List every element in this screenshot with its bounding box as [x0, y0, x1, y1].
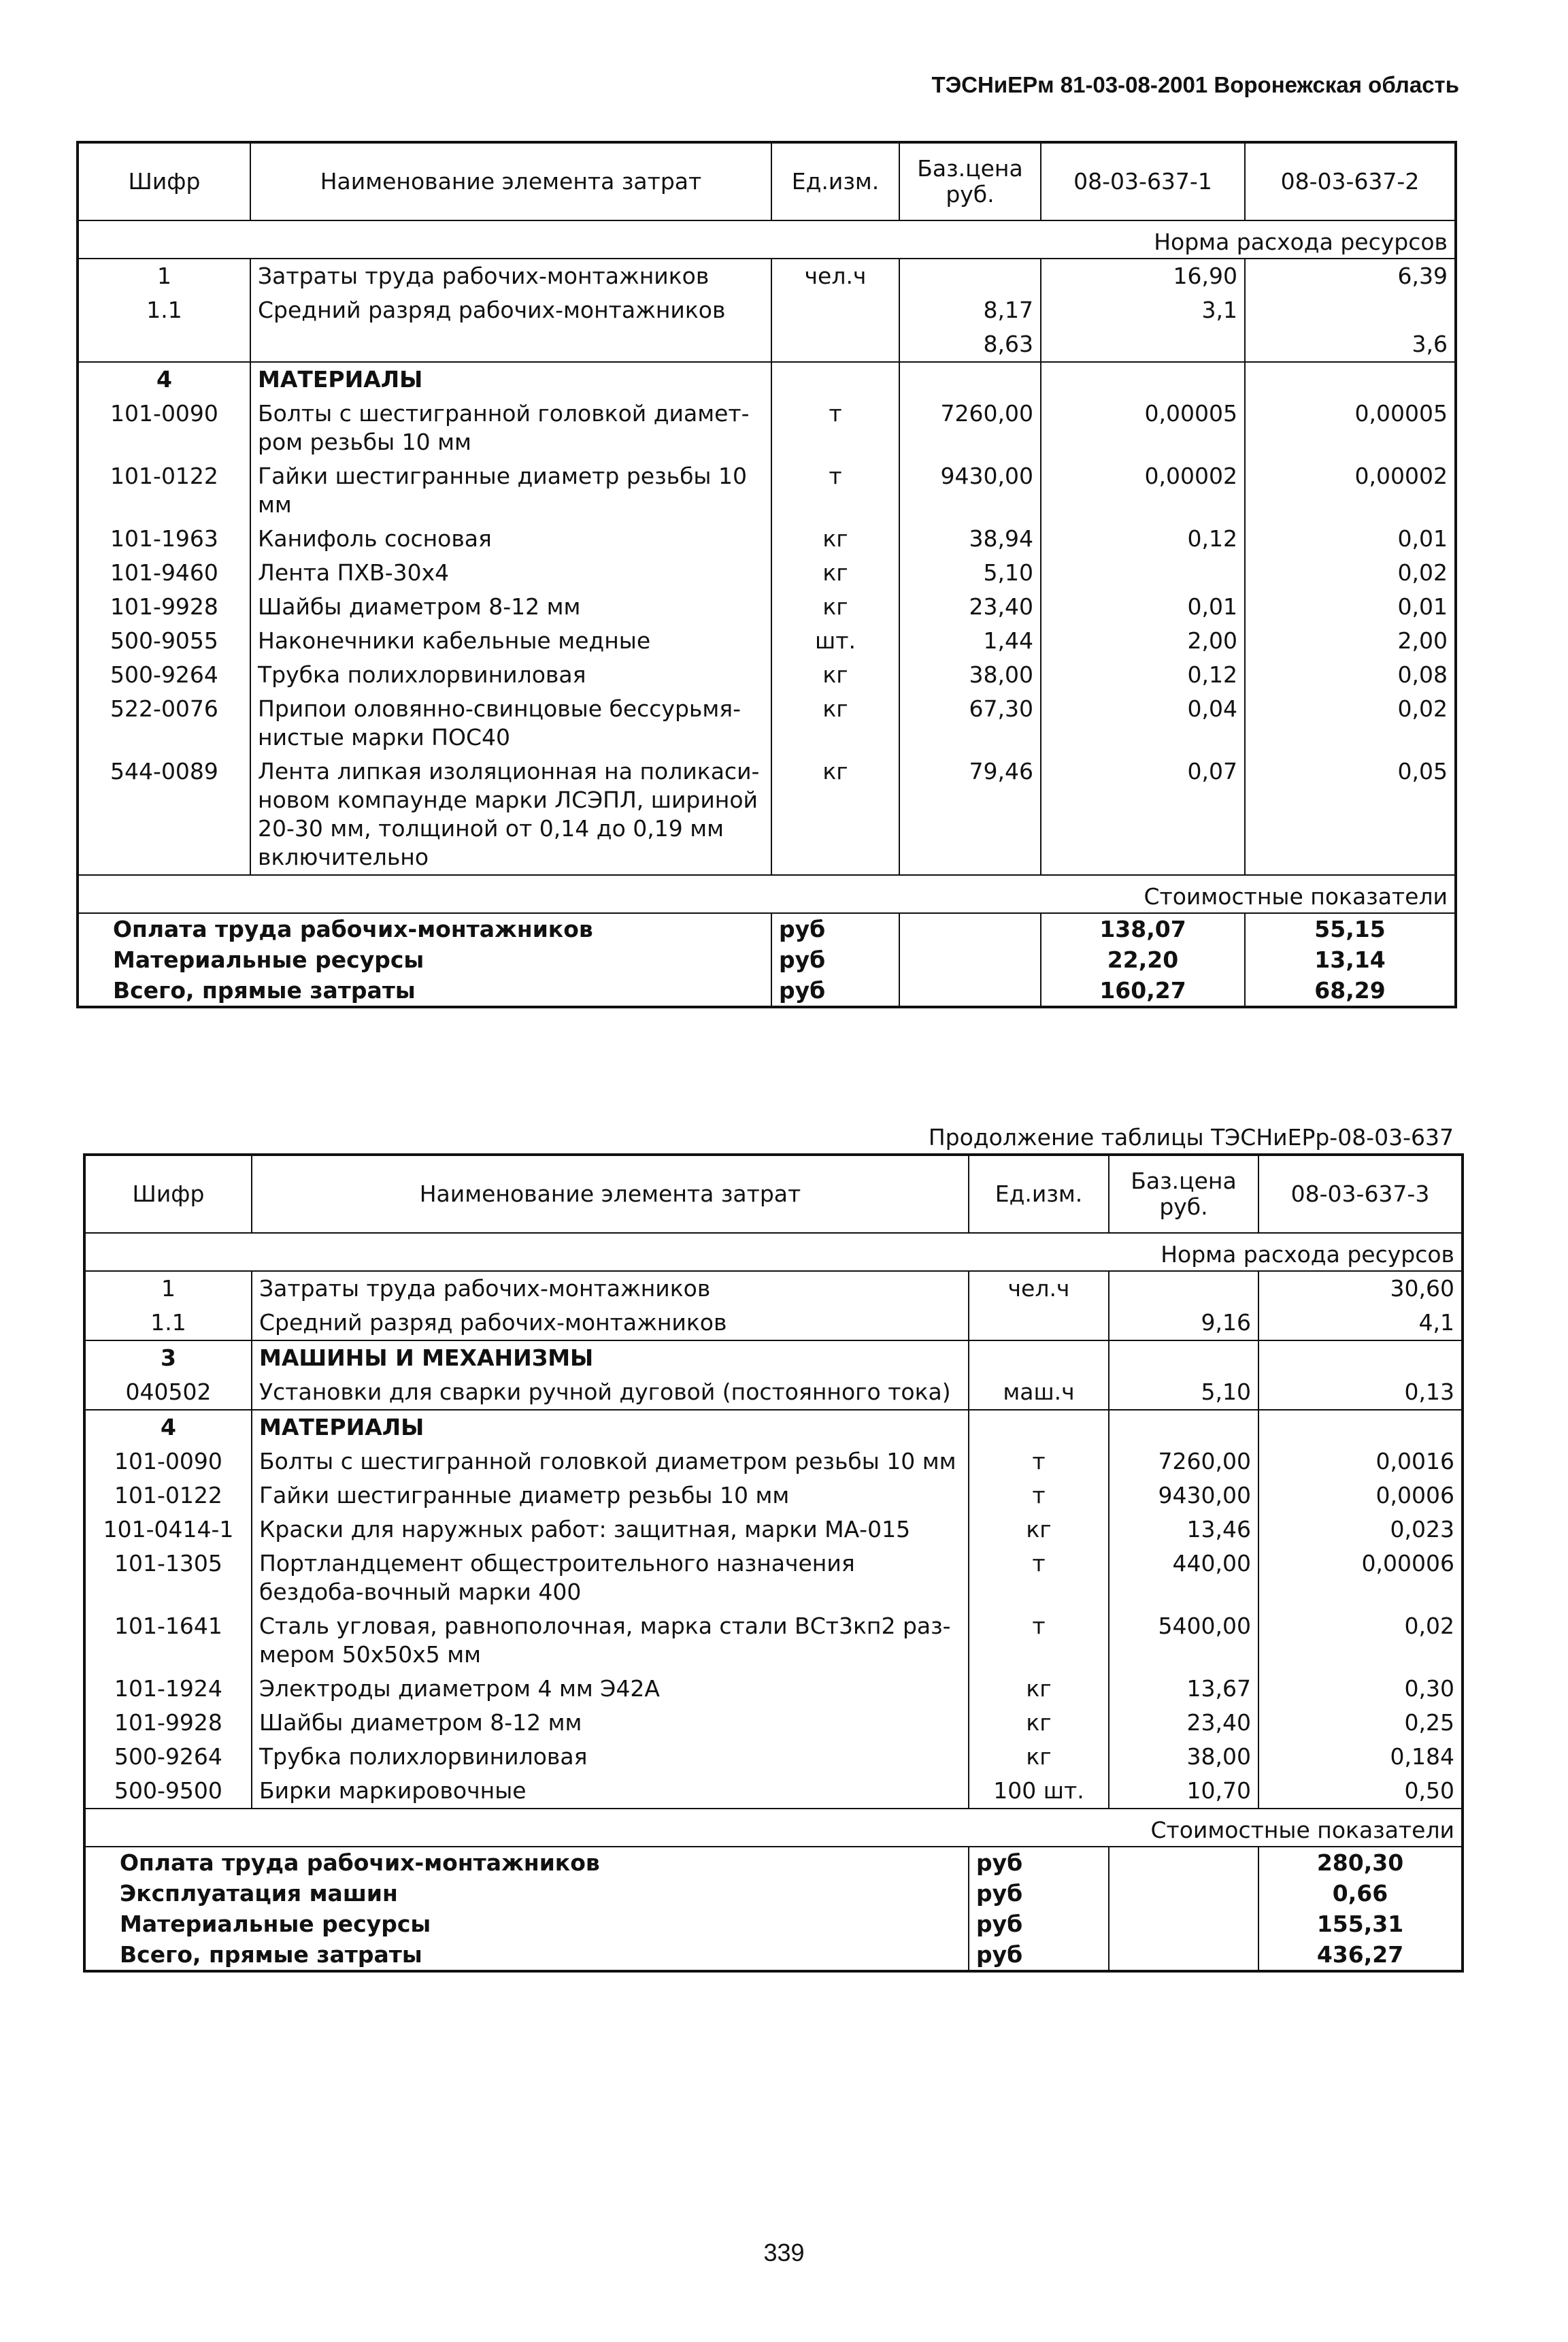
cell-code: 544-0089: [110, 758, 218, 785]
cell-empty: [899, 944, 1041, 975]
cell-code: 101-0122: [110, 463, 218, 489]
cell-code: 101-1924: [114, 1675, 222, 1702]
cell-empty: [969, 1410, 1109, 1445]
cell-v1: 2,00: [1041, 624, 1245, 658]
cell-unit: т: [969, 1547, 1109, 1609]
cell-v1: 0,00005: [1041, 397, 1245, 459]
cost-section-label: Стоимостные показатели: [1150, 1817, 1454, 1843]
cell-v1: 0,50: [1258, 1774, 1463, 1809]
cell-code: 101-0090: [110, 400, 218, 427]
table-continuation-caption: Продолжение таблицы ТЭСНиЕРр-08-03-637: [928, 1124, 1454, 1151]
resource-table-1: [76, 141, 1457, 1008]
resource-table-2: [83, 1153, 1464, 1973]
cell-v1: 0,25: [1258, 1706, 1463, 1740]
cell-v2: 6,39: [1245, 259, 1456, 293]
cell-unit: чел.ч: [771, 259, 899, 293]
column-header: Шифр: [132, 1181, 205, 1208]
cell-code: 040502: [125, 1379, 212, 1405]
cell-price: 79,46: [899, 755, 1041, 875]
total-value: 155,31: [1258, 1909, 1463, 1939]
cell-v1: 0,12: [1041, 522, 1245, 556]
cell-name: Трубка полихлорвиниловая: [252, 1740, 969, 1774]
table-row: [84, 1375, 1463, 1410]
column-header: Наименование элемента затрат: [252, 1155, 969, 1233]
cost-section-row: [78, 875, 1456, 913]
cell-empty: [899, 362, 1041, 397]
cell-empty: [899, 975, 1041, 1007]
cell-unit: [969, 1306, 1109, 1340]
cell-unit: [771, 327, 899, 362]
table-row: [84, 1306, 1463, 1340]
total-value: 436,27: [1258, 1939, 1463, 1971]
cell-code: 1.1: [150, 1309, 186, 1336]
cell-v1: 0,07: [1041, 755, 1245, 875]
total-unit: руб: [771, 944, 899, 975]
cell-unit: кг: [969, 1706, 1109, 1740]
column-header: Наименование элемента затрат: [250, 142, 771, 220]
cell-v1: 0,0016: [1258, 1445, 1463, 1479]
table-row: [84, 1672, 1463, 1706]
total-row: [84, 1878, 1463, 1909]
table-row: [78, 293, 1456, 327]
cell-price: 38,00: [1109, 1740, 1258, 1774]
cell-name: Болты с шестигранной головкой диамет-ром резьбы 10 мм: [250, 397, 771, 459]
cell-name: Гайки шестигранные диаметр резьбы 10 мм: [250, 459, 771, 522]
cell-name: Средний разряд рабочих-монтажников: [250, 293, 771, 327]
cell-price: 9430,00: [899, 459, 1041, 522]
cell-name: Шайбы диаметром 8-12 мм: [250, 590, 771, 624]
total-row: [84, 1909, 1463, 1939]
cell-code: 101-9928: [114, 1709, 222, 1736]
cell-empty: [1109, 1909, 1258, 1939]
cost-section-row: [84, 1809, 1463, 1847]
cell-price: 8,17: [899, 293, 1041, 327]
total-unit: руб: [771, 975, 899, 1007]
cell-v2: 0,05: [1245, 755, 1456, 875]
cell-price: [899, 259, 1041, 293]
total-value: 13,14: [1245, 944, 1456, 975]
cell-unit: т: [771, 459, 899, 522]
cell-code: 101-0414-1: [103, 1516, 234, 1543]
table-row: [78, 658, 1456, 692]
total-unit: руб: [771, 913, 899, 944]
cell-v1: [1041, 327, 1245, 362]
total-row: [78, 944, 1456, 975]
cell-price: 440,00: [1109, 1547, 1258, 1609]
cell-price: 67,30: [899, 692, 1041, 755]
cell-name: Лента ПХВ-30х4: [250, 556, 771, 590]
cell-empty: [1258, 1410, 1463, 1445]
total-value: 55,15: [1245, 913, 1456, 944]
total-value: 68,29: [1245, 975, 1456, 1007]
column-header: Баз.цена руб.: [899, 142, 1041, 220]
cell-name: Средний разряд рабочих-монтажников: [252, 1306, 969, 1340]
cell-v2: 0,01: [1245, 522, 1456, 556]
total-value: 138,07: [1041, 913, 1245, 944]
total-unit: руб: [969, 1909, 1109, 1939]
section-title-row: [84, 1410, 1463, 1445]
table-row: [78, 397, 1456, 459]
cell-name: Сталь угловая, равнополочная, марка стали ВСт3кп2 раз-мером 50х50х5 мм: [252, 1609, 969, 1672]
cell-v2: 0,02: [1245, 556, 1456, 590]
total-value: 160,27: [1041, 975, 1245, 1007]
table-row: [84, 1740, 1463, 1774]
section-code: 3: [161, 1345, 176, 1371]
table-row: [78, 692, 1456, 755]
cell-unit: т: [969, 1609, 1109, 1672]
cell-code: 500-9264: [110, 661, 218, 688]
cell-name: Гайки шестигранные диаметр резьбы 10 мм: [252, 1479, 969, 1513]
column-header: 08-03-637-2: [1245, 142, 1456, 220]
cell-code: 522-0076: [110, 695, 218, 722]
cell-v2: 0,02: [1245, 692, 1456, 755]
section-code: 4: [161, 1414, 176, 1440]
cell-unit: кг: [771, 755, 899, 875]
cell-code: 1: [157, 263, 171, 289]
cell-code: [78, 327, 250, 362]
cell-v1: 0,13: [1258, 1375, 1463, 1410]
cell-name: Лента липкая изоляционная на поликаси-новом компаунде марки ЛСЭПЛ, шириной 20-30 мм, толщиной от 0,14 до 0,19 мм включительно: [250, 755, 771, 875]
cell-code: 101-0122: [114, 1482, 222, 1508]
cell-unit: кг: [771, 590, 899, 624]
cell-empty: [771, 362, 899, 397]
table-header-row: [84, 1155, 1463, 1233]
norm-section-row: [84, 1233, 1463, 1271]
cell-v2: 0,08: [1245, 658, 1456, 692]
total-value: 0,66: [1258, 1878, 1463, 1909]
column-header: Ед.изм.: [969, 1155, 1109, 1233]
table-row: [78, 522, 1456, 556]
table-row: [84, 1271, 1463, 1306]
table-row: [84, 1706, 1463, 1740]
cell-price: 7260,00: [1109, 1445, 1258, 1479]
cell-unit: кг: [969, 1740, 1109, 1774]
cell-v1: 3,1: [1041, 293, 1245, 327]
cell-v1: 0,184: [1258, 1740, 1463, 1774]
total-name: Оплата труда рабочих-монтажников: [120, 1849, 600, 1876]
cell-v1: [1041, 556, 1245, 590]
cell-name: Затраты труда рабочих-монтажников: [252, 1271, 969, 1306]
total-row: [78, 975, 1456, 1007]
cell-code: 500-9500: [114, 1777, 222, 1804]
table-row: [84, 1609, 1463, 1672]
cell-name: Портландцемент общестроительного назначения бездоба-вочный марки 400: [252, 1547, 969, 1609]
table-row: [84, 1547, 1463, 1609]
cell-unit: [771, 293, 899, 327]
section-title: МАТЕРИАЛЫ: [252, 1410, 969, 1445]
cell-empty: [1109, 1340, 1258, 1375]
cell-name: Затраты труда рабочих-монтажников: [250, 259, 771, 293]
total-name: Материальные ресурсы: [113, 946, 424, 973]
cell-name: Установки для сварки ручной дуговой (постоянного тока): [252, 1375, 969, 1410]
cell-price: 38,94: [899, 522, 1041, 556]
cell-empty: [969, 1340, 1109, 1375]
cell-empty: [1245, 362, 1456, 397]
cell-unit: кг: [771, 692, 899, 755]
total-name: Эксплуатация машин: [120, 1880, 398, 1907]
cell-code: 101-1641: [114, 1613, 222, 1639]
total-name: Материальные ресурсы: [120, 1911, 431, 1937]
table-row: [78, 459, 1456, 522]
cell-v2: [1245, 293, 1456, 327]
cell-v2: 2,00: [1245, 624, 1456, 658]
cell-code: 101-9928: [110, 593, 218, 620]
cell-unit: шт.: [771, 624, 899, 658]
total-name: Всего, прямые затраты: [113, 977, 416, 1004]
cell-price: 23,40: [899, 590, 1041, 624]
cell-price: 5,10: [1109, 1375, 1258, 1410]
cell-empty: [1109, 1878, 1258, 1909]
total-row: [84, 1939, 1463, 1971]
cell-name: Припои оловянно-свинцовые бессурьмя-нистые марки ПОС40: [250, 692, 771, 755]
column-header: Шифр: [128, 168, 201, 195]
cell-v1: 30,60: [1258, 1271, 1463, 1306]
cell-v2: 3,6: [1245, 327, 1456, 362]
cell-unit: 100 шт.: [969, 1774, 1109, 1809]
cell-code: 500-9264: [114, 1743, 222, 1770]
cell-name: Шайбы диаметром 8-12 мм: [252, 1706, 969, 1740]
cell-unit: кг: [771, 658, 899, 692]
section-title: МАШИНЫ И МЕХАНИЗМЫ: [252, 1340, 969, 1375]
cell-price: 5,10: [899, 556, 1041, 590]
cell-empty: [1109, 1410, 1258, 1445]
total-name: Оплата труда рабочих-монтажников: [113, 916, 593, 942]
table-row: [78, 556, 1456, 590]
cell-price: 13,67: [1109, 1672, 1258, 1706]
table-header-row: [78, 142, 1456, 220]
norm-section-label: Норма расхода ресурсов: [1161, 1241, 1454, 1268]
norm-section-row: [78, 220, 1456, 259]
cell-unit: т: [969, 1479, 1109, 1513]
cell-price: 5400,00: [1109, 1609, 1258, 1672]
cell-unit: кг: [771, 556, 899, 590]
cell-price: 7260,00: [899, 397, 1041, 459]
total-unit: руб: [969, 1847, 1109, 1878]
section-code: 4: [156, 366, 172, 393]
total-row: [78, 913, 1456, 944]
cell-unit: т: [771, 397, 899, 459]
cost-section-label: Стоимостные показатели: [1144, 883, 1448, 910]
cell-price: 1,44: [899, 624, 1041, 658]
cell-code: 500-9055: [110, 627, 218, 654]
cell-name: Бирки маркировочные: [252, 1774, 969, 1809]
total-unit: руб: [969, 1878, 1109, 1909]
cell-code: 101-0090: [114, 1448, 222, 1474]
total-name: Всего, прямые затраты: [120, 1941, 422, 1968]
page-number: 339: [763, 2239, 805, 2266]
cell-code: 1: [161, 1275, 176, 1302]
cell-unit: т: [969, 1445, 1109, 1479]
cell-price: 38,00: [899, 658, 1041, 692]
cell-v2: 0,00002: [1245, 459, 1456, 522]
cell-name: Электроды диаметром 4 мм Э42А: [252, 1672, 969, 1706]
cell-code: 101-1305: [114, 1550, 222, 1577]
table-row: [78, 327, 1456, 362]
cell-v1: 0,04: [1041, 692, 1245, 755]
total-value: 280,30: [1258, 1847, 1463, 1878]
cell-v1: 0,30: [1258, 1672, 1463, 1706]
cell-unit: маш.ч: [969, 1375, 1109, 1410]
cell-unit: чел.ч: [969, 1271, 1109, 1306]
cell-empty: [1109, 1939, 1258, 1971]
cell-v1: 0,0006: [1258, 1479, 1463, 1513]
total-value: 22,20: [1041, 944, 1245, 975]
cell-v1: 4,1: [1258, 1306, 1463, 1340]
cell-name: Трубка полихлорвиниловая: [250, 658, 771, 692]
cell-price: [1109, 1271, 1258, 1306]
cell-name: Болты с шестигранной головкой диаметром резьбы 10 мм: [252, 1445, 969, 1479]
cell-price: 23,40: [1109, 1706, 1258, 1740]
cell-empty: [1041, 362, 1245, 397]
document-header: ТЭСНиЕРм 81-03-08-2001 Воронежская область: [931, 72, 1459, 97]
column-header: Ед.изм.: [771, 142, 899, 220]
section-title-row: [78, 362, 1456, 397]
cell-unit: кг: [969, 1672, 1109, 1706]
cell-v1: 0,023: [1258, 1513, 1463, 1547]
cell-v2: 0,00005: [1245, 397, 1456, 459]
cell-v1: 0,02: [1258, 1609, 1463, 1672]
table-row: [84, 1513, 1463, 1547]
table-row: [78, 624, 1456, 658]
table-row: [84, 1479, 1463, 1513]
cell-code: 1.1: [146, 297, 182, 323]
cell-price: 13,46: [1109, 1513, 1258, 1547]
cell-unit: кг: [771, 522, 899, 556]
cell-unit: кг: [969, 1513, 1109, 1547]
cell-v1: 0,00002: [1041, 459, 1245, 522]
cell-empty: [1258, 1340, 1463, 1375]
section-title-row: [84, 1340, 1463, 1375]
column-header: Баз.цена руб.: [1109, 1155, 1258, 1233]
cell-name: Краски для наружных работ: защитная, марки МА-015: [252, 1513, 969, 1547]
cell-name: [250, 327, 771, 362]
table-row: [84, 1445, 1463, 1479]
cell-v1: 0,00006: [1258, 1547, 1463, 1609]
column-header: 08-03-637-1: [1041, 142, 1245, 220]
cell-v1: 0,12: [1041, 658, 1245, 692]
column-header: 08-03-637-3: [1258, 1155, 1463, 1233]
table-row: [84, 1774, 1463, 1809]
cell-empty: [899, 913, 1041, 944]
cell-price: 9,16: [1109, 1306, 1258, 1340]
total-row: [84, 1847, 1463, 1878]
table-row: [78, 755, 1456, 875]
table-row: [78, 259, 1456, 293]
cell-price: 10,70: [1109, 1774, 1258, 1809]
cell-price: 9430,00: [1109, 1479, 1258, 1513]
cell-name: Канифоль сосновая: [250, 522, 771, 556]
cell-price: 8,63: [899, 327, 1041, 362]
table-row: [78, 590, 1456, 624]
cell-v1: 16,90: [1041, 259, 1245, 293]
cell-code: 101-1963: [110, 525, 218, 552]
section-title: МАТЕРИАЛЫ: [250, 362, 771, 397]
cell-code: 101-9460: [110, 559, 218, 586]
total-unit: руб: [969, 1939, 1109, 1971]
norm-section-label: Норма расхода ресурсов: [1154, 229, 1448, 255]
cell-v2: 0,01: [1245, 590, 1456, 624]
cell-name: Наконечники кабельные медные: [250, 624, 771, 658]
cell-empty: [1109, 1847, 1258, 1878]
cell-v1: 0,01: [1041, 590, 1245, 624]
